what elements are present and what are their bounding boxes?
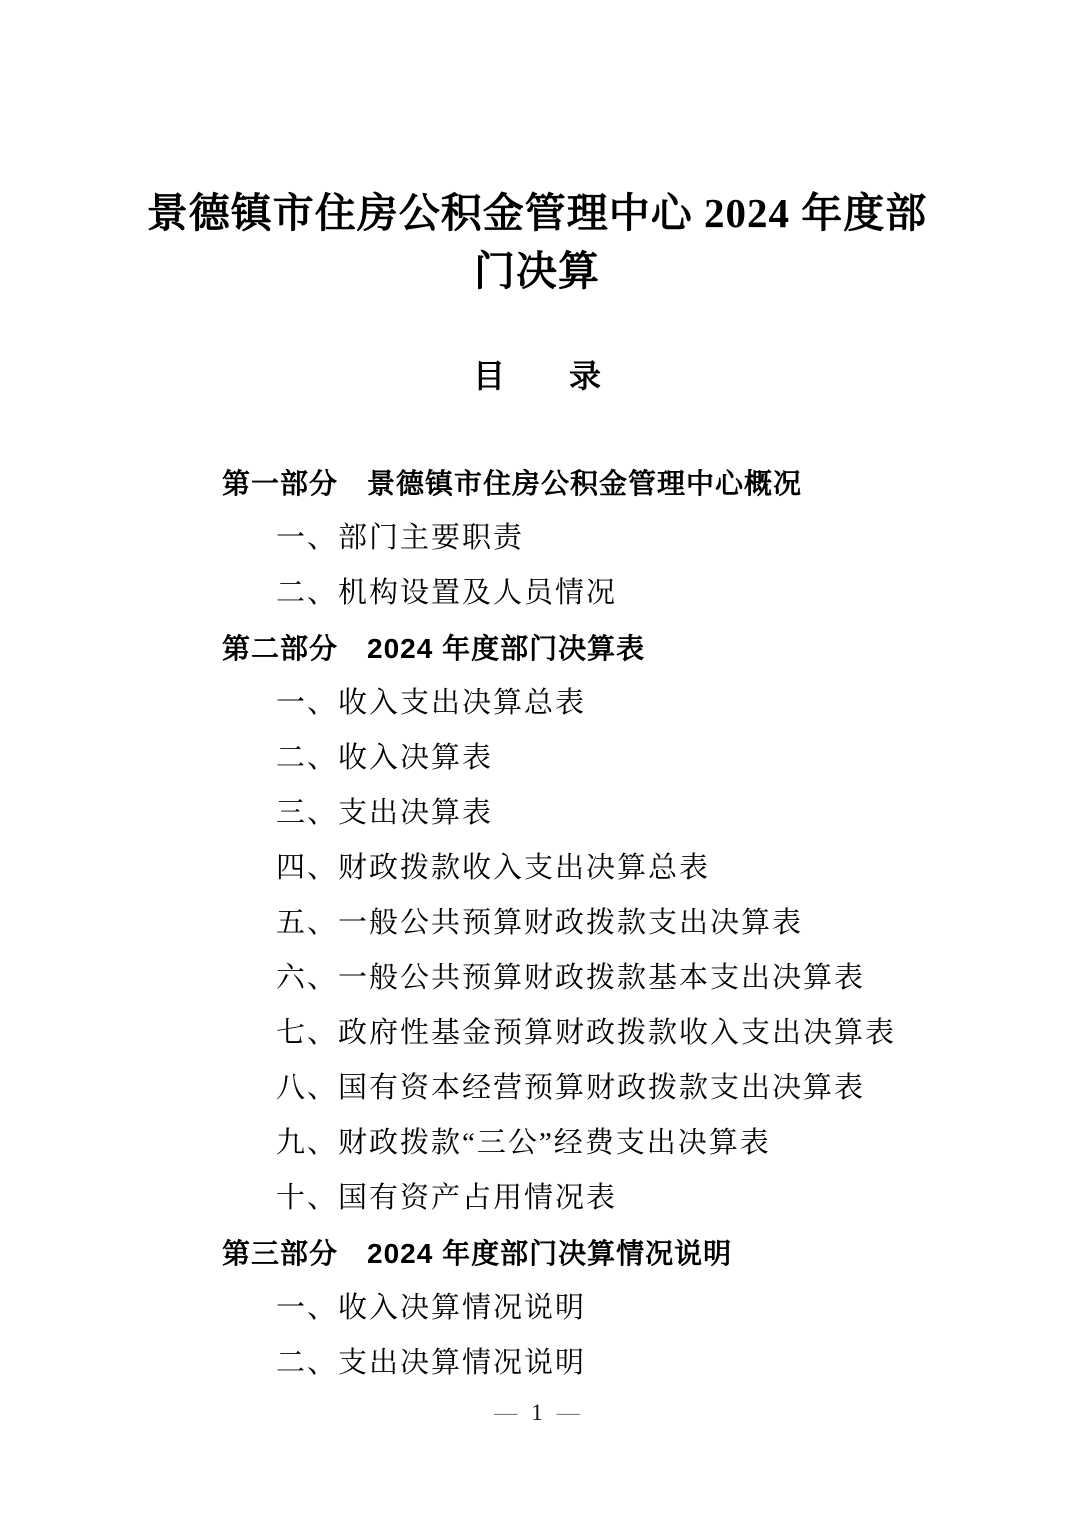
- toc-item: 一、部门主要职责: [276, 522, 525, 554]
- toc-item: 五、一般公共预算财政拨款支出决算表: [276, 907, 804, 939]
- toc-item: 七、政府性基金预算财政拨款收入支出决算表: [276, 1017, 897, 1049]
- page-number: 1: [531, 1400, 543, 1425]
- toc-item: 九、财政拨款“三公”经费支出决算表: [276, 1127, 771, 1159]
- toc-item: 四、财政拨款收入支出决算总表: [276, 852, 711, 884]
- document-title-line-1: 景德镇市住房公积金管理中心 2024 年度部: [146, 190, 928, 236]
- toc-item: 一、收入支出决算总表: [276, 687, 587, 719]
- toc-item: 一、收入决算情况说明: [276, 1292, 587, 1324]
- page-footer: [0, 1399, 1074, 1427]
- toc-section-1: 第一部分 景德镇市住房公积金管理中心概况: [222, 468, 803, 499]
- toc-item: 二、机构设置及人员情况: [276, 577, 618, 609]
- toc-item: 八、国有资本经营预算财政拨款支出决算表: [276, 1072, 866, 1104]
- toc-item: 二、收入决算表: [276, 742, 494, 774]
- footer-left-dash: —: [494, 1400, 518, 1425]
- toc-section-2: 第二部分 2024 年度部门决算表: [222, 633, 646, 664]
- document-title: [100, 184, 974, 300]
- toc-item: 六、一般公共预算财政拨款基本支出决算表: [276, 962, 866, 994]
- footer-right-dash: —: [556, 1400, 580, 1425]
- toc-item: 十、国有资产占用情况表: [276, 1182, 618, 1214]
- toc-heading: 目 录: [472, 358, 601, 394]
- document-title-line-2: 门决算: [474, 248, 600, 294]
- toc-list: [0, 456, 1074, 1391]
- toc-section-3: 第三部分 2024 年度部门决算情况说明: [222, 1238, 733, 1269]
- toc-item: 三、支出决算表: [276, 797, 494, 829]
- toc-item: 二、支出决算情况说明: [276, 1347, 587, 1379]
